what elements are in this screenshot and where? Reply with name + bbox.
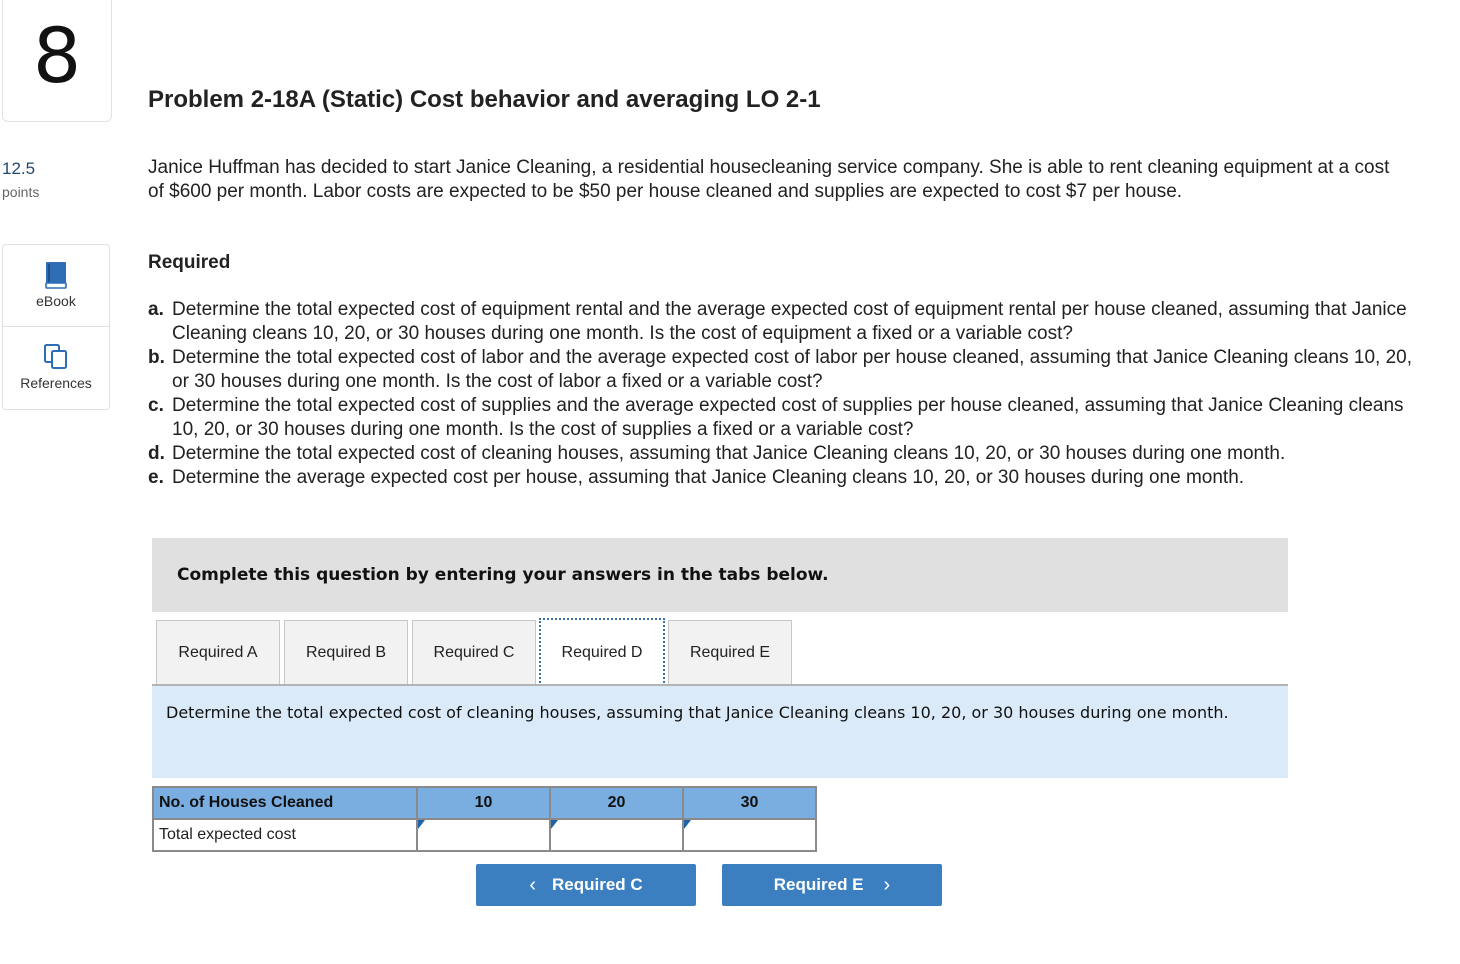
input-flag-icon <box>418 820 425 829</box>
requirement-letter: a. <box>148 299 164 320</box>
answer-cell <box>417 819 550 851</box>
problem-intro: Janice Huffman has decided to start Janice Cleaning, a residential housecleaning service company. She is able to rent cleaning equipment at a cost of $600 per month. Labor costs are expected to be $50 per house cleaned and supplies are expected to cost $7 per house. <box>148 157 1390 202</box>
total-cost-input-30[interactable] <box>684 820 815 850</box>
copy-pages-icon <box>43 343 69 371</box>
table-column-header: 30 <box>683 787 816 819</box>
total-cost-input-10[interactable] <box>418 820 549 850</box>
requirement-text: Determine the total expected cost of cleaning houses, assuming that Janice Cleaning cleans 10, 20, or 30 houses during one month. <box>172 443 1286 464</box>
requirement-item <box>148 394 1418 442</box>
table-row-label: Total expected cost <box>153 819 417 851</box>
required-heading: Required <box>148 252 231 273</box>
requirement-text: Determine the total expected cost of supplies and the average expected cost of supplies per house cleaned, assuming that Janice Cleaning cleans 10, 20, or 30 houses during one month. Is the cost of supplies a fixed or a variable cost? <box>172 395 1404 440</box>
requirement-letter: c. <box>148 395 164 416</box>
requirement-letter: e. <box>148 467 164 488</box>
prev-required-button[interactable] <box>476 864 696 906</box>
tab-required-e[interactable]: Required E <box>668 620 792 686</box>
instructions-banner <box>152 538 1288 612</box>
next-required-button[interactable] <box>722 864 942 906</box>
tools-panel <box>2 244 110 410</box>
prev-button-label: Required C <box>551 875 643 894</box>
requirement-letter: b. <box>148 347 165 368</box>
requirement-letter: d. <box>148 443 165 464</box>
table-header-label: No. of Houses Cleaned <box>153 787 417 819</box>
answer-cell <box>550 819 683 851</box>
input-flag-icon <box>551 820 558 829</box>
tab-panel <box>152 684 1288 778</box>
chevron-right-icon: › <box>883 873 891 896</box>
references-label: References <box>20 375 92 391</box>
tab-required-a[interactable]: Required A <box>156 620 280 686</box>
requirement-text: Determine the total expected cost of labor and the average expected cost of labor per house cleaned, assuming that Janice Cleaning cleans 10, 20, or 30 houses during one month. Is the cost of labor a fixed or a variable cost? <box>172 347 1413 392</box>
problem-title: Problem 2-18A (Static) Cost behavior and averaging LO 2-1 <box>148 86 821 113</box>
table-column-header: 10 <box>417 787 550 819</box>
points-label: points <box>2 184 40 200</box>
tab-prompt: Determine the total expected cost of cleaning houses, assuming that Janice Cleaning cleans 10, 20, or 30 houses during one month. <box>166 703 1229 722</box>
requirement-item <box>148 346 1418 394</box>
total-cost-input-20[interactable] <box>551 820 682 850</box>
answer-table <box>152 786 817 852</box>
table-row <box>153 819 816 851</box>
ebook-button[interactable] <box>3 245 109 327</box>
references-button[interactable] <box>3 327 109 409</box>
question-number: 8 <box>32 11 82 100</box>
requirement-item <box>148 298 1418 346</box>
ebook-label: eBook <box>36 293 76 309</box>
requirements-list <box>148 298 1418 490</box>
book-icon <box>44 261 68 289</box>
requirement-item <box>148 466 1418 490</box>
next-button-label: Required E <box>773 875 864 894</box>
chevron-left-icon: ‹ <box>529 873 536 896</box>
tab-required-c[interactable]: Required C <box>412 620 536 686</box>
requirement-text: Determine the total expected cost of equipment rental and the average expected cost of equipment rental per house cleaned, assuming that Janice Cleaning cleans 10, 20, or 30 houses during one month. Is the cost of equipment a fixed or a variable cost? <box>172 299 1407 344</box>
tab-required-d[interactable]: Required D <box>539 618 665 686</box>
tab-required-b[interactable]: Required B <box>284 620 408 686</box>
requirement-text: Determine the average expected cost per house, assuming that Janice Cleaning cleans 10, 20, or 30 houses during one month. <box>172 467 1245 488</box>
input-flag-icon <box>684 820 691 829</box>
instructions-text: Complete this question by entering your answers in the tabs below. <box>177 565 829 585</box>
points-value: 12.5 <box>2 159 36 178</box>
table-column-header: 20 <box>550 787 683 819</box>
table-header-row <box>153 787 816 819</box>
requirement-item <box>148 442 1418 466</box>
answer-cell <box>683 819 816 851</box>
question-number-box <box>2 0 112 122</box>
